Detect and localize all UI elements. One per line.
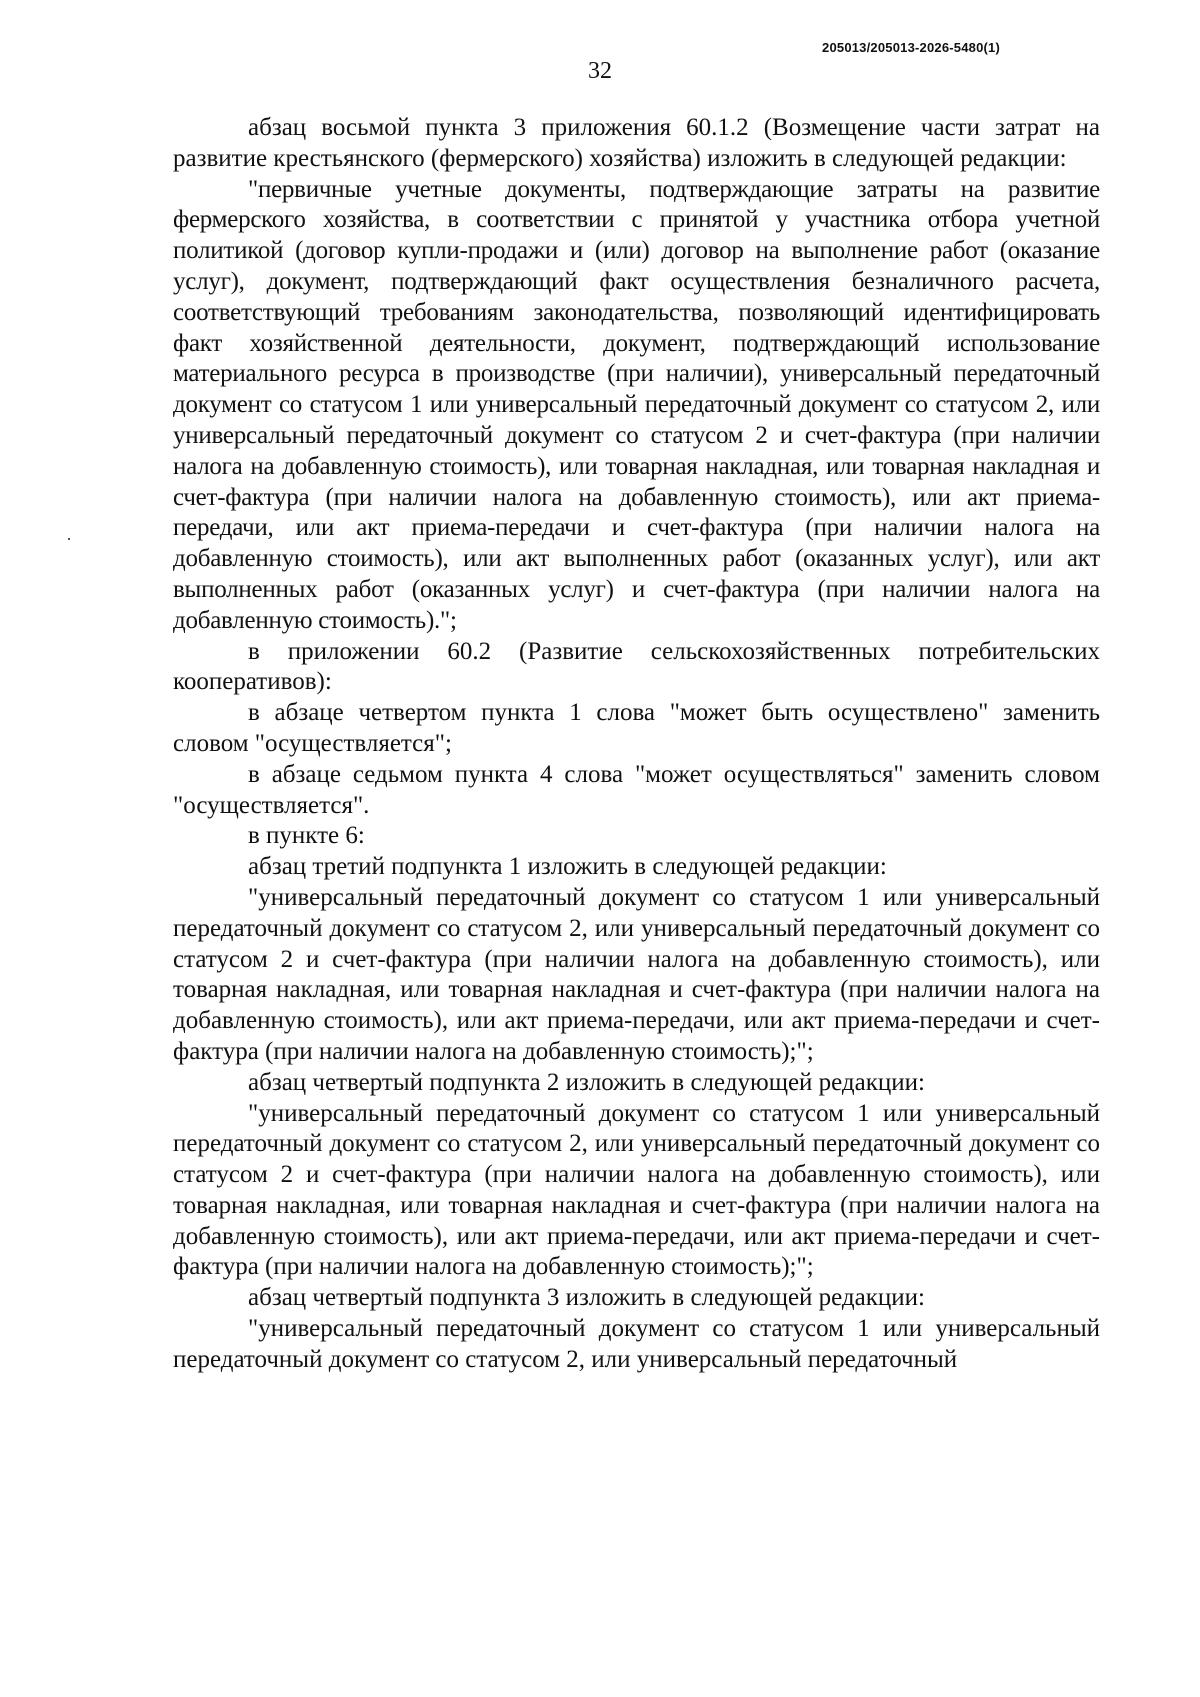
document-body <box>173 113 1100 1376</box>
paragraph: "универсальный передаточный документ со статусом 1 или универсальный передаточный документ со статусом 2, или универсальный передаточный документ со статусом 2 и счет-фактура (при наличии налога на добавленную стоимость), или товарная накладная, или товарная накладная и счет-фактура (при наличии налога на добавленную стоимость), или акт приема-передачи, или акт приема-передачи и счет-фактура (при наличии налога на добавленную стоимость);"; <box>173 1099 1100 1281</box>
paragraph: абзац четвертый подпункта 3 изложить в следующей редакции: <box>248 1284 925 1312</box>
paragraph: в абзаце четвертом пункта 1 слова "может быть осуществлено" заменить словом "осуществляется"; <box>173 699 1100 757</box>
page-number: 32 <box>588 58 612 84</box>
paragraph: "универсальный передаточный документ со статусом 1 или универсальный передаточный документ со статусом 2, или универсальный передаточный документ со статусом 2 и счет-фактура (при наличии налога на добавленную стоимость), или товарная накладная, или товарная накладная и счет-фактура (при наличии налога на добавленную стоимость), или акт приема-передачи, или акт приема-передачи и счет-фактура (при наличии налога на добавленную стоимость);"; <box>173 883 1100 1065</box>
paragraph: в абзаце седьмом пункта 4 слова "может осуществляться" заменить словом "осуществляется". <box>173 760 1100 819</box>
document-id: 205013/205013-2026-5480(1) <box>822 40 1000 55</box>
paragraph: абзац третий подпункта 1 изложить в следующей редакции: <box>248 853 887 881</box>
paragraph: "универсальный передаточный документ со статусом 1 или универсальный передаточный документ со статусом 2, или универсальный передаточный <box>173 1315 1100 1373</box>
paragraph: в пункте 6: <box>248 822 365 850</box>
paragraph: абзац восьмой пункта 3 приложения 60.1.2 (Возмещение части затрат на развитие крестьянского (фермерского) хозяйства) изложить в следующей редакции: <box>173 114 1100 172</box>
paragraph: "первичные учетные документы, подтверждающие затраты на развитие фермерского хозяйства, в соответствии с принятой у участника отбора учетной политикой (договор купли-продажи и (или) договор на выполнение работ (оказание услуг), документ, подтверждающий факт осуществления безналичного расчета, соответствующий требованиям законодательства, позволяющий идентифицировать факт хозяйственной деятельности, документ, подтверждающий использование материального ресурса в производстве (при наличии), универсальный передаточный документ со статусом 1 или универсальный передаточный документ со статусом 2, или универсальный передаточный документ со статусом 2 и счет-фактура (при наличии налога на добавленную стоимость), или товарная накладная, или товарная накладная и счет-фактура (при наличии налога на добавленную стоимость), или акт приема-передачи, или акт приема-передачи и счет-фактура (при наличии налога на добавленную стоимость), или акт выполненных работ (оказанных услуг), или акт выполненных работ (оказанных услуг) и счет-фактура (при наличии налога на добавленную стоимость)."; <box>173 175 1100 634</box>
paragraph: абзац четвертый подпункта 2 изложить в следующей редакции: <box>248 1068 925 1096</box>
scan-speck <box>68 538 70 540</box>
paragraph: в приложении 60.2 (Развитие сельскохозяйственных потребительских кооперативов): <box>173 637 1100 696</box>
